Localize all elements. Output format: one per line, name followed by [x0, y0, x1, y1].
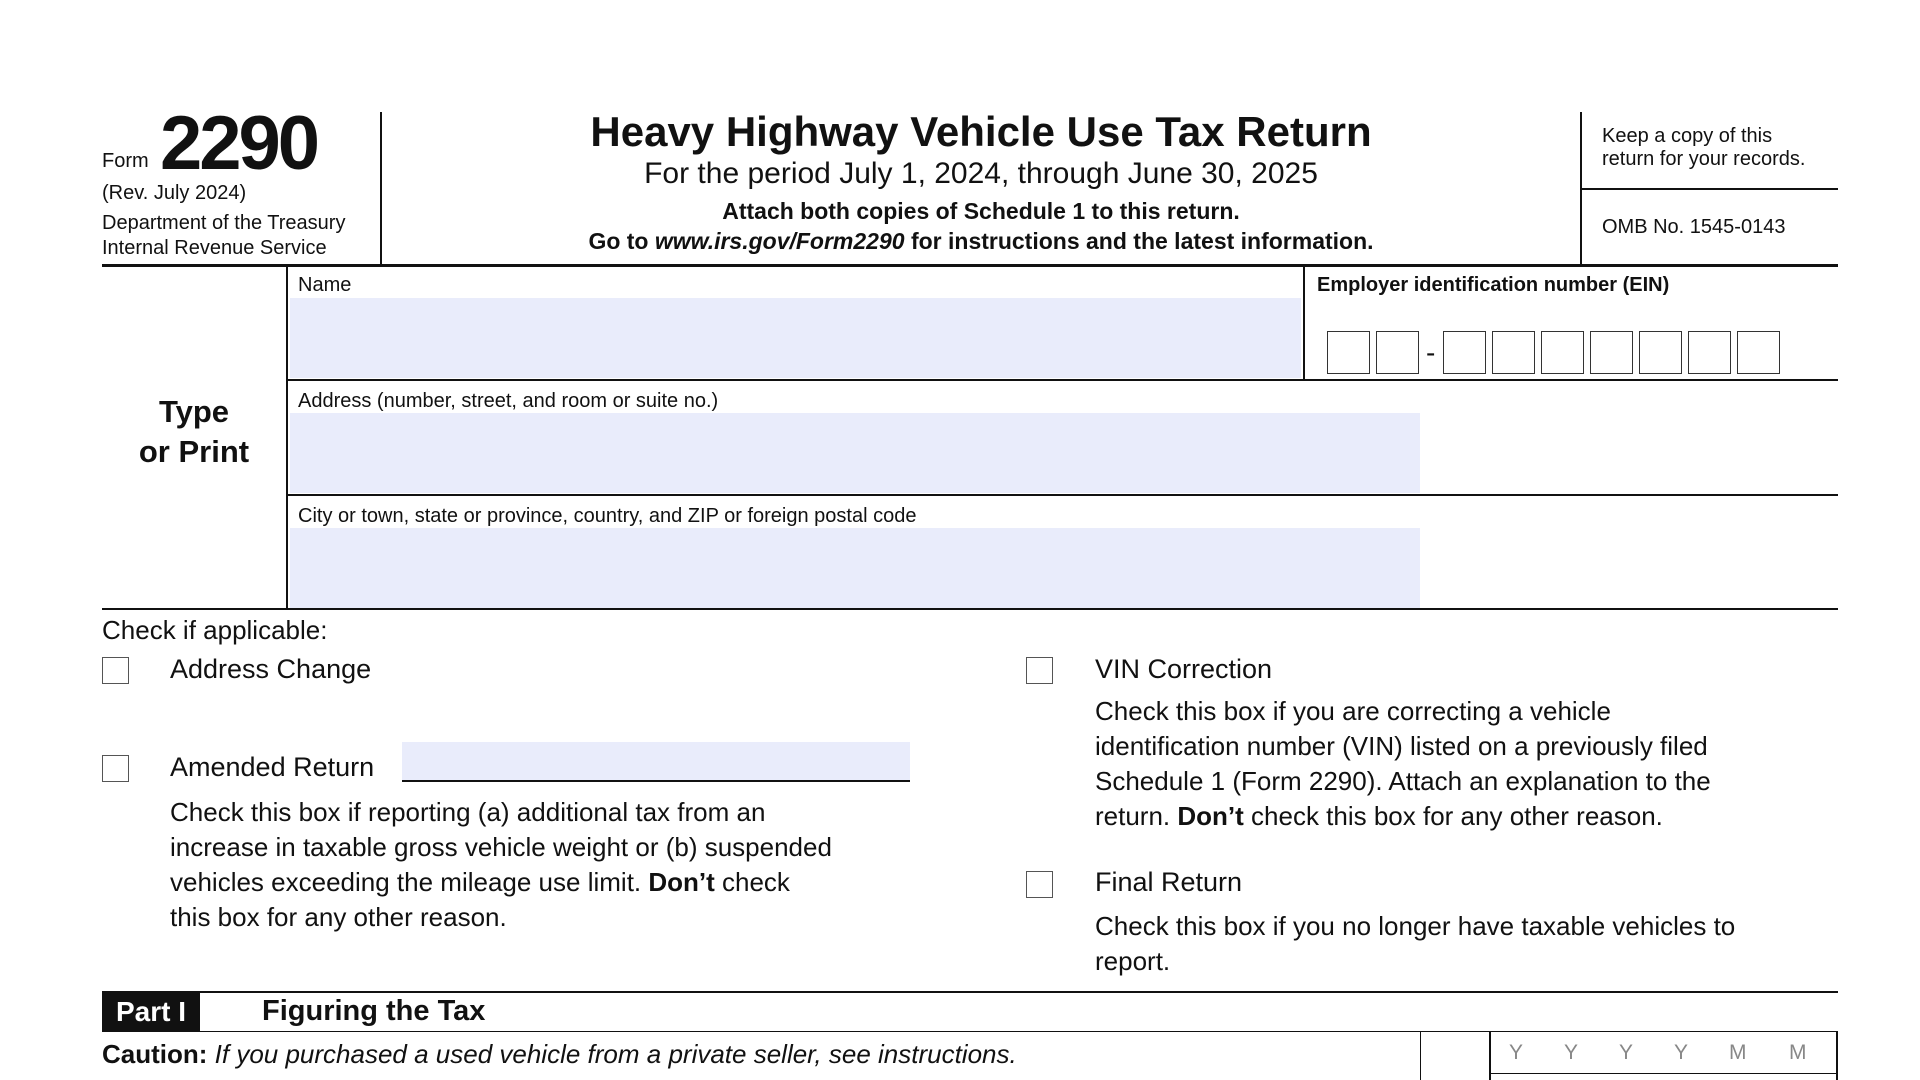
final-desc-line: Check this box if you no longer have taxable vehicles to [1095, 911, 1736, 941]
vin-correction-label: VIN Correction [1095, 654, 1273, 684]
date-placeholder-y: Y [1674, 1041, 1689, 1064]
amended-desc-line [170, 865, 832, 900]
amended-return-label: Amended Return [170, 752, 375, 782]
amended-desc-line: increase in taxable gross vehicle weight or (b) suspended [170, 832, 832, 862]
amended-return-checkbox[interactable] [102, 755, 129, 782]
vin-correction-checkbox[interactable] [1026, 657, 1053, 684]
name-field[interactable] [290, 298, 1301, 378]
part1-title-rule [102, 1031, 1838, 1032]
ein-digit-box[interactable] [1443, 331, 1486, 374]
caution-line [102, 1039, 1017, 1070]
identity-left-border [286, 266, 288, 610]
date-placeholder-m: M [1729, 1041, 1747, 1064]
amended-desc-line: Check this box if reporting (a) additional tax from an [170, 797, 766, 827]
revision-date: (Rev. July 2024) [102, 182, 247, 204]
address-field[interactable] [290, 413, 1420, 493]
agency: Internal Revenue Service [102, 237, 327, 259]
part1-tag: Part I [102, 992, 200, 1032]
type-or-print [102, 392, 286, 472]
part1-title: Figuring the Tax [262, 995, 486, 1027]
vin-correction-description [1095, 694, 1711, 834]
goto-suffix: for instructions and the latest information. [904, 228, 1374, 254]
final-return-label: Final Return [1095, 867, 1243, 897]
amended-month-input[interactable] [402, 742, 910, 780]
irs-link[interactable]: www.irs.gov/Form2290 [654, 228, 905, 254]
ein-digit-box[interactable] [1376, 331, 1419, 374]
amended-return-description [170, 795, 832, 935]
vin-desc-line [1095, 799, 1711, 834]
city-field[interactable] [290, 528, 1420, 608]
type-line2: or Print [138, 434, 250, 469]
vin-desc-emphasis: Don’t [1177, 801, 1244, 831]
first-used-date-field[interactable] [1491, 1041, 1836, 1071]
keep-copy-line1: Keep a copy of this [1602, 125, 1773, 147]
date-box-bottom [1489, 1073, 1838, 1074]
date-placeholder-y: Y [1509, 1041, 1524, 1064]
name-ein-divider [1303, 266, 1305, 380]
ein-digit-box[interactable] [1541, 331, 1584, 374]
amended-desc-text: check [714, 867, 790, 897]
tax-period: For the period July 1, 2024, through June 30, 2025 [644, 157, 1318, 190]
amended-desc-emphasis: Don’t [648, 867, 715, 897]
part1-col-divider [1420, 1031, 1421, 1080]
department: Department of the Treasury [102, 212, 346, 234]
caution-text: If you purchased a used vehicle from a private seller, see instructions. [207, 1039, 1017, 1069]
omb-number: OMB No. 1545-0143 [1602, 216, 1786, 238]
amended-desc-text: vehicles exceeding the mileage use limit. [170, 867, 649, 897]
type-line1: Type [158, 394, 230, 429]
form-word: Form [102, 150, 149, 172]
part1-top-rule [102, 991, 1838, 993]
check-if-applicable: Check if applicable: [102, 615, 328, 645]
date-placeholder-y: Y [1564, 1041, 1579, 1064]
name-row-rule [286, 379, 1838, 381]
goto-prefix: Go to [588, 228, 655, 254]
ein-digit-box[interactable] [1327, 331, 1370, 374]
ein-dash: - [1426, 337, 1436, 368]
city-label: City or town, state or province, country, and ZIP or foreign postal code [298, 505, 917, 527]
amended-desc-line: this box for any other reason. [170, 902, 507, 932]
vin-desc-text: return. [1095, 801, 1178, 831]
vin-desc-line: Check this box if you are correcting a vehicle [1095, 696, 1611, 726]
form-title: Heavy Highway Vehicle Use Tax Return [590, 108, 1372, 155]
address-label: Address (number, street, and room or suite no.) [298, 390, 719, 412]
amended-month-underline [402, 780, 910, 782]
vin-desc-line: identification number (VIN) listed on a previously filed [1095, 731, 1708, 761]
vin-desc-text: check this box for any other reason. [1243, 801, 1663, 831]
ein-digit-box[interactable] [1492, 331, 1535, 374]
date-placeholder-y: Y [1619, 1041, 1634, 1064]
address-change-label: Address Change [170, 654, 372, 684]
header-bottom-rule [102, 264, 1838, 267]
ein-digit-box[interactable] [1688, 331, 1731, 374]
omb-divider [1580, 188, 1838, 190]
address-change-checkbox[interactable] [102, 657, 129, 684]
final-return-checkbox[interactable] [1026, 871, 1053, 898]
final-desc-line: report. [1095, 946, 1171, 976]
vin-desc-line: Schedule 1 (Form 2290). Attach an explanation to the [1095, 766, 1711, 796]
instructions-line [382, 228, 1580, 255]
caution-label: Caution: [102, 1039, 208, 1069]
ein-label: Employer identification number (EIN) [1317, 274, 1670, 296]
keep-copy-line2: return for your records. [1602, 148, 1806, 170]
attach-note: Attach both copies of Schedule 1 to this return. [722, 198, 1240, 224]
ein-digit-box[interactable] [1639, 331, 1682, 374]
form-number: 2290 [160, 101, 318, 186]
date-placeholder-m: M [1789, 1041, 1807, 1064]
name-label: Name [298, 274, 352, 296]
ein-digit-box[interactable] [1737, 331, 1780, 374]
final-return-description [1095, 909, 1735, 979]
ein-digit-box[interactable] [1590, 331, 1633, 374]
address-row-rule [286, 494, 1838, 496]
identity-bottom-rule [102, 608, 1838, 610]
